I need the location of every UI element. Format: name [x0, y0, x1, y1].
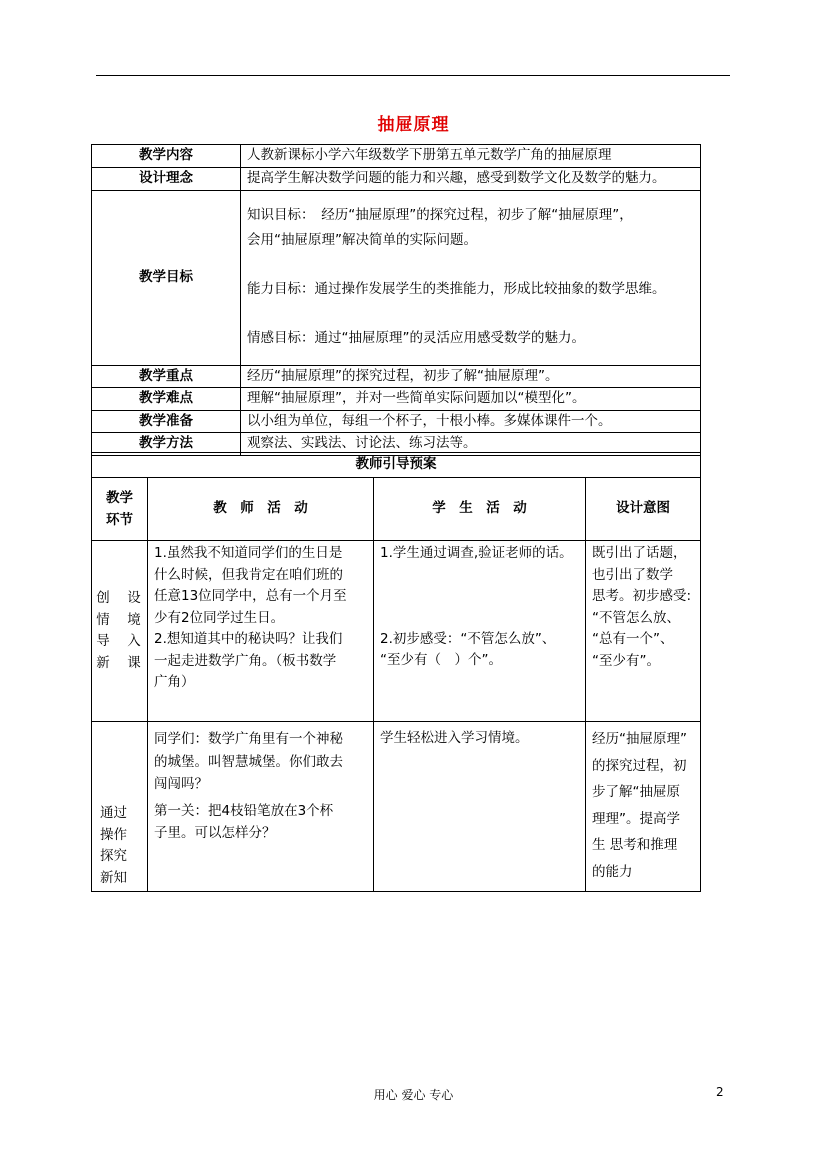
stage-line: 导 入 — [96, 633, 143, 649]
design-intent — [586, 541, 701, 722]
text-line: 第一关：把4枝铅笔放在3个杯 — [154, 802, 334, 819]
header-teacher: 教 师 活 动 — [148, 478, 374, 541]
text-line: 少有2位同学过生日。 — [154, 609, 285, 626]
text-line: 广角） — [154, 674, 195, 690]
page-title: 抽屉原理 — [377, 115, 450, 135]
info-label: 教学内容 — [92, 145, 241, 168]
info-value: 经历“抽屉原理”的探究过程，初步了解“抽屉原理”。 — [241, 365, 701, 388]
text-line: 的能力 — [592, 863, 633, 880]
text-line: 子里。可以怎样分？ — [154, 825, 276, 841]
info-value: 人教新课标小学六年级数学下册第五单元数学广角的抽屉原理 — [241, 145, 701, 168]
page-footer: 用心 爱心 专心 — [373, 1088, 454, 1102]
info-row-focus — [92, 365, 701, 388]
header-rule — [96, 75, 730, 76]
text-line: 2.初步感受：“不管怎么放”、 — [380, 630, 556, 647]
info-value: 观察法、实践法、讨论法、练习法等。 — [241, 433, 701, 456]
text-line: 生 思考和推理 — [592, 837, 678, 853]
text-line: 闯闯吗？ — [154, 776, 208, 792]
stage-line: 操作 — [100, 826, 127, 843]
plan-title-row — [92, 453, 701, 478]
text-line: 步了解“抽屉原 — [592, 784, 680, 800]
text-line: 经历“抽屉原理” — [592, 731, 687, 747]
info-row-goals — [92, 190, 701, 365]
info-label: 设计理念 — [92, 167, 241, 190]
header-student: 学 生 活 动 — [374, 478, 586, 541]
text-line: 理理”。提高学 — [592, 810, 680, 827]
stage-line: 新 课 — [96, 654, 143, 671]
lesson-plan-table — [91, 452, 701, 892]
info-value: 以小组为单位，每组一个杯子，十根小棒。多媒体课件一个。 — [241, 410, 701, 433]
goal-line: 会用“抽屉原理”解决简单的实际问题。 — [247, 231, 477, 248]
plan-header-row — [92, 478, 701, 541]
stage-line: 探究 — [100, 848, 127, 864]
student-activity — [374, 722, 586, 892]
text-line: 一起走进数学广角。（板书数学 — [154, 652, 337, 669]
info-value: 理解“抽屉原理”，并对一些简单实际问题加以“模型化”。 — [241, 388, 701, 411]
goal-line: 能力目标：通过操作发展学生的类推能力，形成比较抽象的数学思维。 — [247, 280, 666, 297]
text-line: 2.想知道其中的秘诀吗？让我们 — [154, 631, 343, 647]
info-value: 提高学生解决数学问题的能力和兴趣，感受到数学文化及数学的魅力。 — [241, 167, 701, 190]
design-intent — [586, 722, 701, 892]
text-line: “至少有（ ）个”。 — [380, 652, 502, 668]
info-row-content — [92, 145, 701, 168]
text-line: 也引出了数学 — [592, 566, 673, 583]
stage-cell — [92, 722, 148, 892]
goals-label: 教学目标 — [92, 190, 241, 365]
plan-row — [92, 722, 701, 892]
goals-text — [241, 190, 701, 365]
text-line: 既引出了话题， — [592, 545, 687, 561]
text-line: “不管怎么放、 — [592, 609, 680, 626]
info-row-difficulty — [92, 388, 701, 411]
info-label: 教学准备 — [92, 410, 241, 433]
text-line: 1.学生通过调查,验证老师的话。 — [380, 545, 573, 561]
stage-cell — [92, 541, 148, 722]
text-line: 思考。初步感受: — [592, 588, 692, 604]
header-stage — [92, 478, 148, 541]
info-label: 教学重点 — [92, 365, 241, 388]
text-line: “至少有”。 — [592, 652, 660, 669]
text-line: 1.虽然我不知道同学们的生日是 — [154, 545, 343, 561]
plan-title: 教师引导预案 — [92, 453, 701, 478]
info-label: 教学方法 — [92, 433, 241, 456]
header-stage-line: 教学 — [106, 490, 133, 506]
teacher-activity — [148, 541, 374, 722]
student-activity — [374, 541, 586, 722]
header-intent: 设计意图 — [586, 478, 701, 541]
plan-row — [92, 541, 701, 722]
stage-line: 创 设 — [96, 590, 143, 606]
text-line: 任意13位同学中，总有一个月至 — [154, 588, 347, 604]
lesson-info-table — [91, 144, 701, 456]
header-stage-line: 环节 — [106, 512, 133, 528]
text-line: 什么时候，但我肯定在咱们班的 — [154, 566, 343, 583]
text-line: 的探究过程，初 — [592, 757, 687, 774]
stage-line: 新知 — [100, 869, 127, 886]
page-number: 2 — [716, 1085, 724, 1099]
info-row-preparation — [92, 410, 701, 433]
info-row-concept — [92, 167, 701, 190]
text-line: “总有一个”、 — [592, 631, 674, 647]
goal-line: 情感目标：通过“抽屉原理”的灵活应用感受数学的魅力。 — [247, 329, 585, 346]
goal-line: 知识目标： 经历“抽屉原理”的探究过程，初步了解“抽屉原理”， — [247, 206, 633, 223]
text-line: 学生轻松进入学习情境。 — [380, 730, 529, 746]
stage-line: 通过 — [100, 805, 127, 821]
stage-line: 情 境 — [96, 611, 143, 628]
text-line: 的城堡。叫智慧城堡。你们敢去 — [154, 753, 343, 770]
text-line: 同学们：数学广角里有一个神秘 — [154, 731, 343, 747]
teacher-activity — [148, 722, 374, 892]
info-label: 教学难点 — [92, 388, 241, 411]
